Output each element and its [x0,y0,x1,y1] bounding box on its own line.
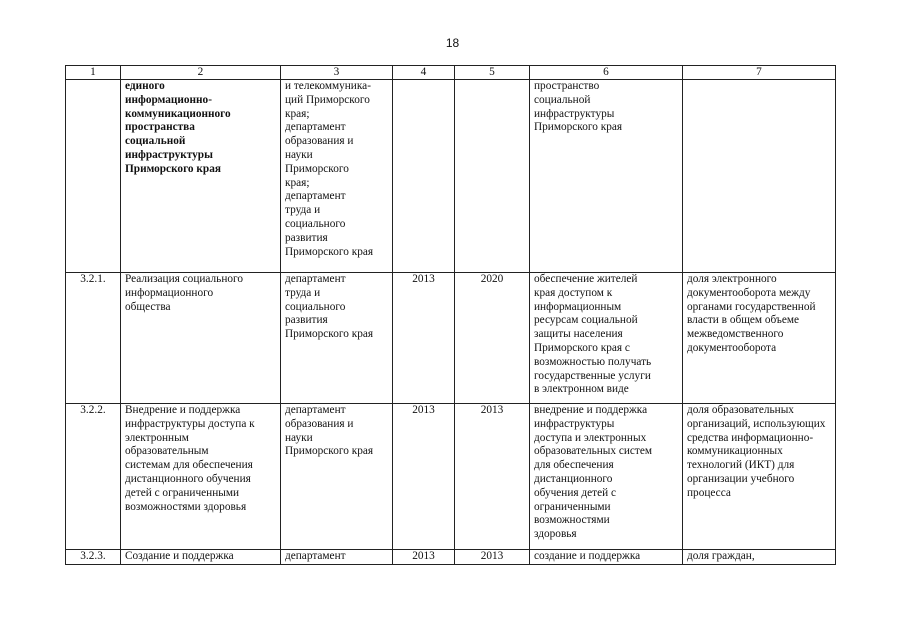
end-year: 2020 [455,273,530,404]
indicator [683,80,836,273]
executor: департамент труда и социального развития Приморского края [281,273,393,404]
indicator: доля электронного документооборота между органами государственной власти в общем объеме межведомственного документооборота [683,273,836,404]
measure-name: Реализация социального информационного общества [121,273,281,404]
expected-result: пространство социальной инфраструктуры Приморского края [530,80,683,273]
start-year: 2013 [393,273,455,404]
executor: департамент образования и науки Приморского края [281,404,393,550]
column-header: 1 [66,66,121,80]
column-header: 5 [455,66,530,80]
expected-result: внедрение и поддержка инфраструктуры доступа и электронных образовательных систем для обеспечения дистанционного обучения детей с ограниченными возможностями здоровья [530,404,683,550]
header-row [66,66,836,80]
column-header: 6 [530,66,683,80]
row-number: 3.2.2. [66,404,121,550]
executor: и телекоммуника- ций Приморского края; департамент образования и науки Приморского края; департамент труда и социального развития Приморского края [281,80,393,273]
column-header: 4 [393,66,455,80]
measure-name: Внедрение и поддержка инфраструктуры доступа к электронным образовательным системам для обеспечения дистанционного обучения детей с ограниченными возможностями здоровья [121,404,281,550]
executor: департамент [281,550,393,565]
table-row [66,80,836,273]
program-table [65,65,836,565]
end-year: 2013 [455,550,530,565]
page-number: 18 [445,36,460,50]
table-row [66,550,836,565]
measure-name: единого информационно- коммуникационного пространства социальной инфраструктуры Приморского края [121,80,281,273]
end-year: 2013 [455,404,530,550]
expected-result: обеспечение жителей края доступом к информационным ресурсам социальной защиты населения Приморского края с возможностью получать государственные услуги в электронном виде [530,273,683,404]
indicator: доля граждан, [683,550,836,565]
indicator: доля образовательных организаций, использующих средства информационно- коммуникационных технологий (ИКТ) для организации учебного процесса [683,404,836,550]
column-header: 7 [683,66,836,80]
row-number [66,80,121,273]
row-number: 3.2.1. [66,273,121,404]
column-header: 2 [121,66,281,80]
start-year: 2013 [393,404,455,550]
table-row [66,404,836,550]
column-header: 3 [281,66,393,80]
measure-name: Создание и поддержка [121,550,281,565]
end-year [455,80,530,273]
start-year: 2013 [393,550,455,565]
start-year [393,80,455,273]
row-number: 3.2.3. [66,550,121,565]
table-row [66,273,836,404]
expected-result: создание и поддержка [530,550,683,565]
